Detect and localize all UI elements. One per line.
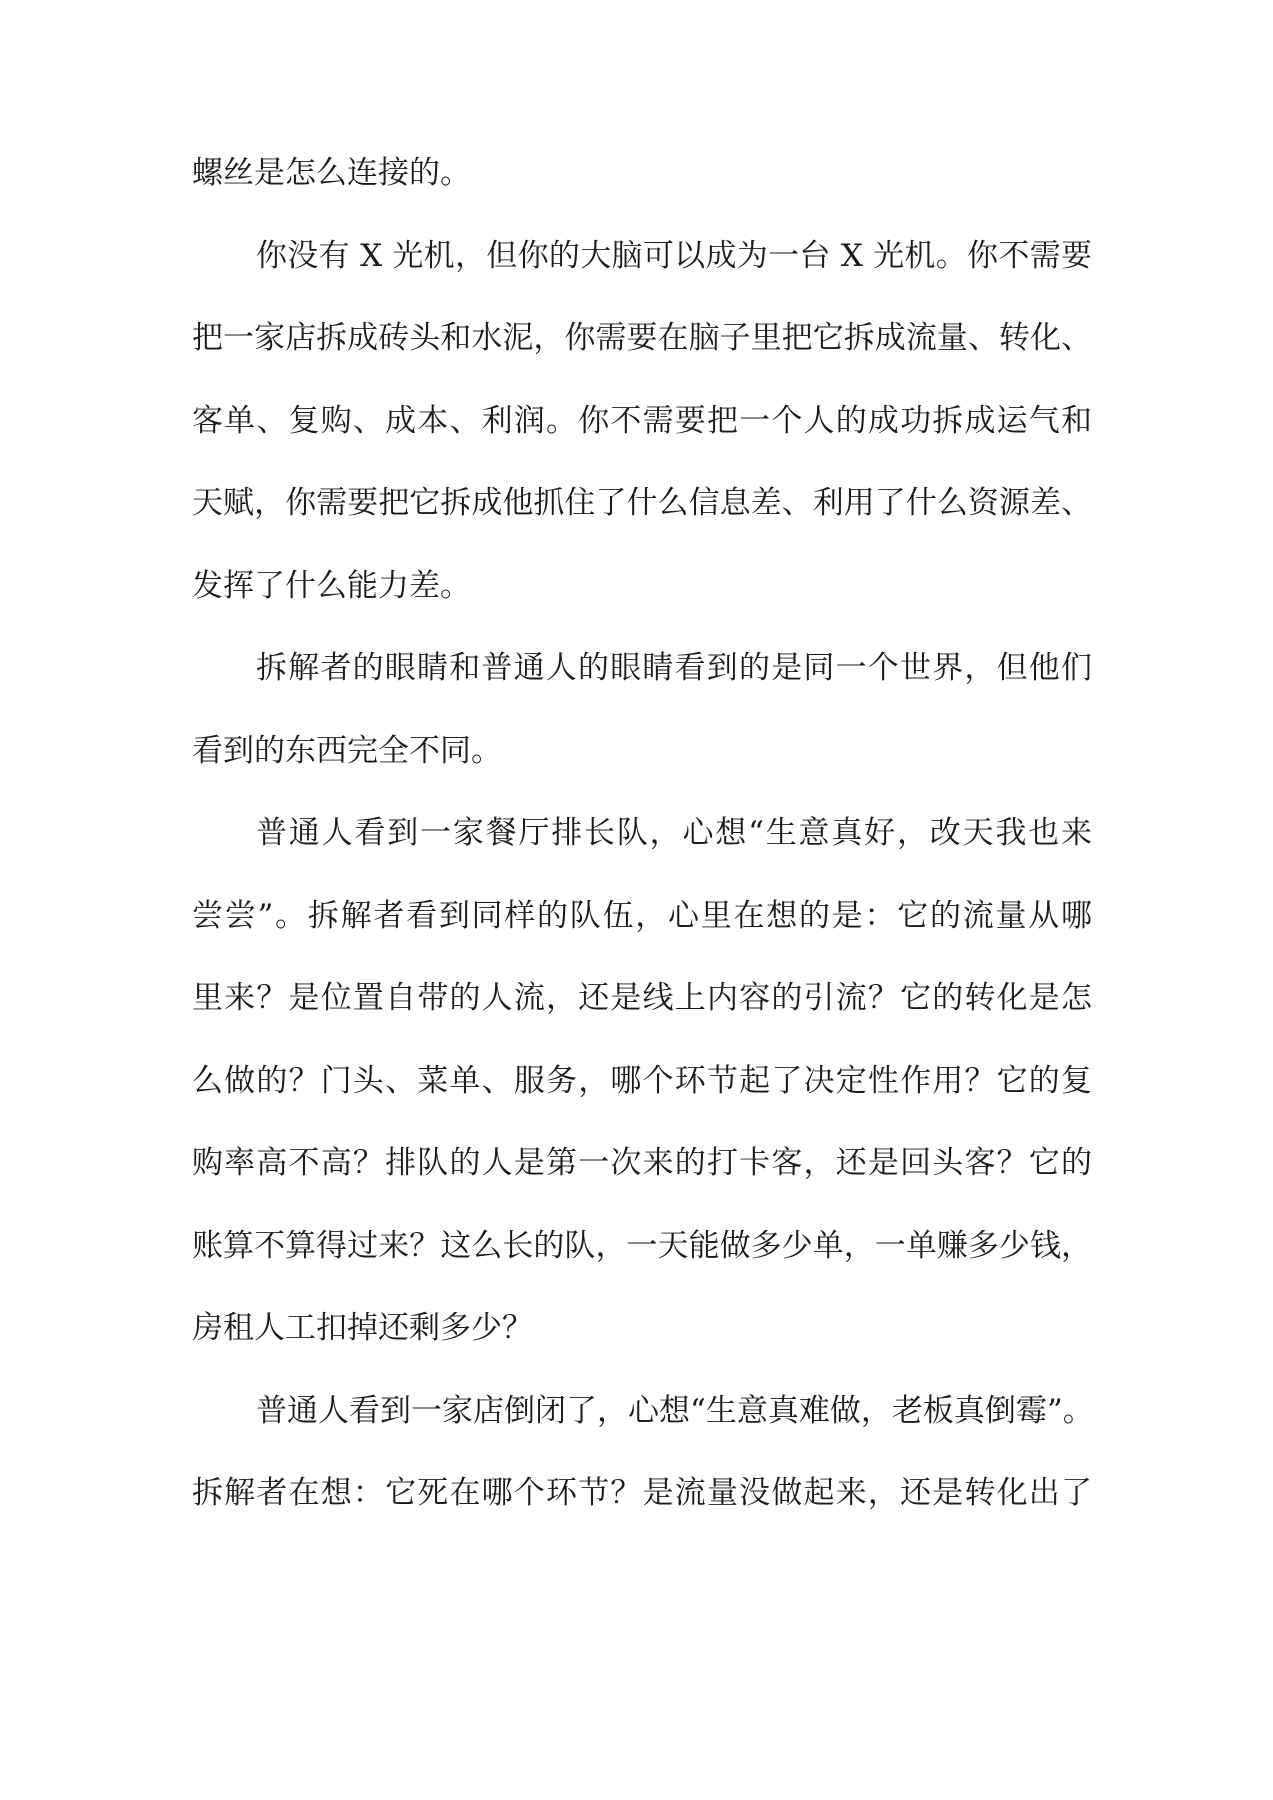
text-line: 发挥了什么能力差。 — [192, 568, 471, 604]
text-line: 螺丝是怎么连接的。 — [192, 155, 471, 191]
text-line: 账算不算得过来？这么长的队，一天能做多少单，一单赚多少钱， — [192, 1228, 1092, 1264]
text-line: 尝尝”。拆解者看到同样的队伍，心里在想的是：它的流量从哪 — [192, 898, 1092, 934]
text-line: 把一家店拆成砖头和水泥，你需要在脑子里把它拆成流量、转化、 — [192, 320, 1092, 356]
text-line: 看到的东西完全不同。 — [192, 733, 502, 769]
text-line: 购率高不高？排队的人是第一次来的打卡客，还是回头客？它的 — [192, 1145, 1092, 1181]
text-line: 天赋，你需要把它拆成他抓住了什么信息差、利用了什么资源差、 — [192, 485, 1092, 521]
text-line: 里来？是位置自带的人流，还是线上内容的引流？它的转化是怎 — [192, 980, 1092, 1016]
text-line: 房租人工扣掉还剩多少？ — [192, 1310, 533, 1346]
text-line: 拆解者在想：它死在哪个环节？是流量没做起来，还是转化出了 — [192, 1475, 1092, 1511]
paragraph-first-line: 拆解者的眼睛和普通人的眼睛看到的是同一个世界，但他们 — [256, 650, 1092, 686]
text-line: 么做的？门头、菜单、服务，哪个环节起了决定性作用？它的复 — [192, 1063, 1092, 1099]
paragraph-first-line: 你没有 X 光机，但你的大脑可以成为一台 X 光机。你不需要 — [256, 238, 1092, 274]
paragraph-first-line: 普通人看到一家餐厅排长队，心想“生意真好，改天我也来 — [256, 815, 1092, 851]
text-line: 客单、复购、成本、利润。你不需要把一个人的成功拆成运气和 — [192, 403, 1092, 439]
paragraph-first-line: 普通人看到一家店倒闭了，心想“生意真难做，老板真倒霉”。 — [256, 1393, 1094, 1429]
